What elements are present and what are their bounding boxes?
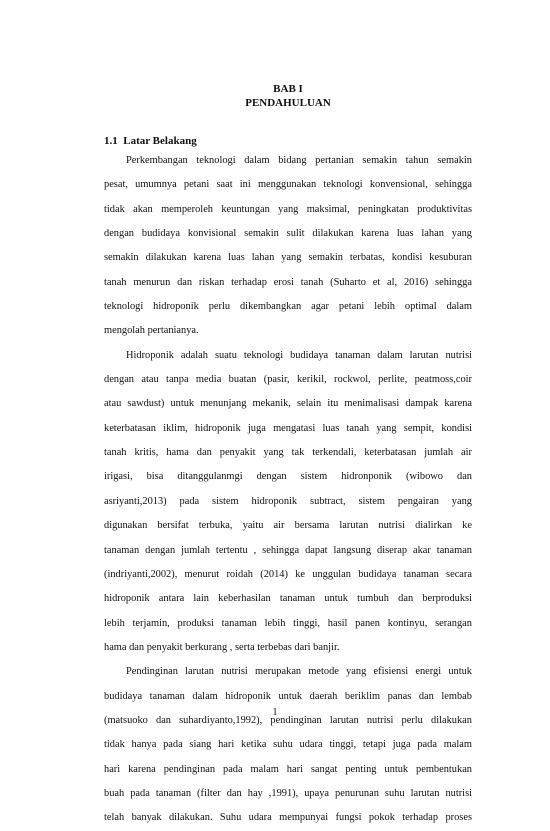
chapter-title: PENDAHULUAN — [245, 97, 331, 109]
paragraph-line: (indriyanti,2002), menurut roidah (2014) ke unggulan budidaya tanaman secara — [104, 568, 472, 580]
paragraph-line: digunakan bersifat terbuka, yaitu air bersama larutan nutrisi dialirkan ke — [104, 520, 472, 532]
section-heading: 1.1 Latar Belakang — [104, 135, 197, 147]
page-number: 1 — [272, 707, 278, 718]
paragraph-line: hari karena pendinginan pada malam hari sangat penting untuk pembentukan — [104, 763, 472, 775]
chapter-label: BAB I — [273, 83, 303, 95]
paragraph-line: budidaya tanaman dalam hidroponik untuk daerah beriklim panas dan lembab — [104, 690, 472, 702]
paragraph-line: buah pada tanaman (filter dan hay ,1991), upaya penurunan suhu larutan nutrisi — [104, 787, 472, 799]
paragraph-line: Hidroponik adalah suatu teknologi budidaya tanaman dalam larutan nutrisi — [126, 349, 472, 361]
paragraph-line: dengan atau tanpa media buatan (pasir, kerikil, rockwol, perlite, peatmoss,coir — [104, 374, 472, 386]
paragraph-line: mengolah pertanianya. — [104, 325, 199, 337]
paragraph-line: telah banyak dilakukan. Suhu udara mempunyai fungsi pokok terhadap proses — [104, 812, 472, 824]
paragraph-line: Perkembangan teknologi dalam bidang pertanian semakin tahun semakin — [126, 155, 472, 166]
paragraph-line: Pendinginan larutan nutrisi merupakan metode yang efisiensi energi untuk — [126, 666, 472, 678]
paragraph-line: tidak akan memperoleh keuntungan yang maksimal, peningkatan produktivitas — [104, 203, 472, 215]
paragraph-line: lebih terjamin, produksi tanaman lebih tinggi, hasil panen kontinyu, serangan — [104, 617, 472, 629]
paragraph-line: tanah kritis, hama dan penyakit yang tak terkendali, keterbatasan jumlah air — [104, 447, 472, 459]
paragraph-line: tidak hanya pada siang hari ketika suhu udara tinggi, tetapi juga pada malam — [104, 739, 472, 751]
paragraph-line: (matsuoko dan suhardiyanto,1992), pendinginan larutan nutrisi perlu dilakukan — [104, 714, 472, 726]
paragraph-line: keterbatasan iklim, hidroponik juga mengatasi luas tanah yang sempit, kondisi — [104, 422, 472, 434]
paragraph-line: dengan budidaya konvisional semakin sulit dilakukan karena luas lahan yang — [104, 228, 472, 240]
paragraph-line: pesat, umumnya petani saat ini menggunakan teknologi konvensional, sehingga — [104, 179, 472, 191]
paragraph-line: asriyanti,2013) pada sistem hidroponik subtract, sistem pengairan yang — [104, 495, 472, 507]
paragraph-line: irigasi, bisa ditanggulanmgi dengan sistem hidronponik (wibowo dan — [104, 471, 472, 483]
paragraph-line: tanaman dengan jumlah tertentu , sehingga dapat langsung diserap akar tanaman — [104, 544, 472, 556]
paragraph-line: teknologi hidroponik perlu dikembangkan agar petani lebih optimal dalam — [104, 301, 472, 313]
paragraph-line: hama dan penyakit berkurang , serta terbebas dari banjir. — [104, 641, 340, 653]
body-text — [104, 149, 472, 831]
paragraph-line: hidroponik antara lain keberhasilan tanaman untuk tumbuh dan berproduksi — [104, 593, 472, 605]
paragraph-line: tanah menurun dan riskan terhadap erosi tanah (Suharto et al, 2016) sehingga — [104, 276, 472, 288]
paragraph-line: semakin dilakukan karena luas lahan yang semakin terbatas, kondisi kesuburan — [104, 252, 472, 264]
paragraph-line: atau sawdust) untuk menunjang mekanik, selain itu menimalisasi dampak karena — [104, 398, 472, 410]
